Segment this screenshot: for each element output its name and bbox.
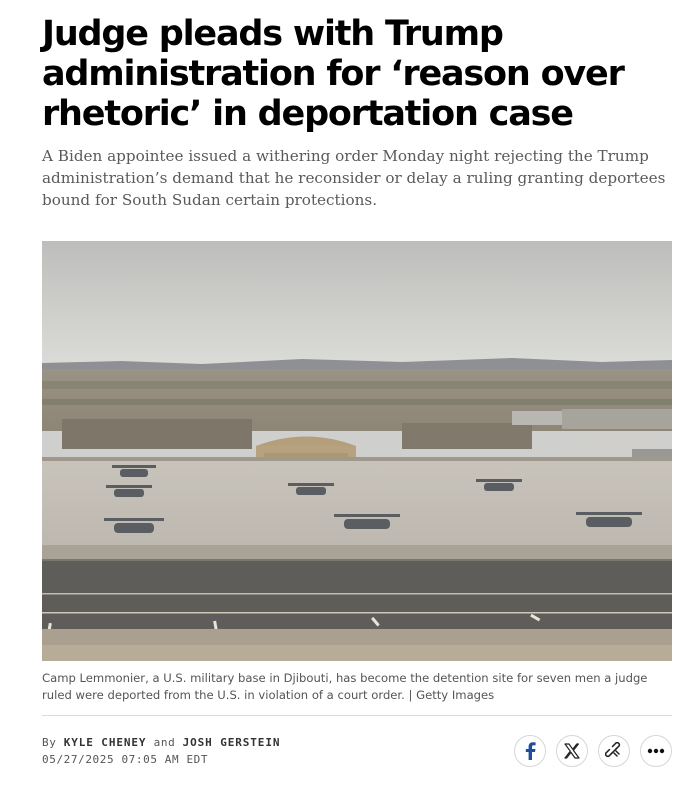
article-dek: A Biden appointee issued a withering order Monday night rejecting the Trump administration’s demand that he reconsider or delay a ruling granting deportees bound for South Sudan certain protections.: [42, 147, 666, 209]
more-share-options-button[interactable]: [640, 735, 672, 767]
facebook-icon: [523, 742, 537, 760]
byline-and: and: [153, 736, 176, 749]
divider: [42, 715, 672, 716]
share-x-button[interactable]: [556, 735, 588, 767]
link-icon: [605, 742, 623, 760]
copy-link-button[interactable]: [598, 735, 630, 767]
article-photo: [42, 241, 672, 661]
author-link-josh-gerstein[interactable]: JOSH GERSTEIN: [182, 736, 281, 749]
byline: [42, 736, 280, 750]
share-facebook-button[interactable]: [514, 735, 546, 767]
byline-prefix: By: [42, 736, 57, 749]
x-icon: [564, 743, 580, 759]
photo-caption: Camp Lemmonier, a U.S. military base in Djibouti, has become the detention site for seven men a judge ruled were deported from the U.S. in violation of a court order. | Getty Images: [42, 671, 648, 702]
publish-date: 05/27/2025 07:05 AM EDT: [42, 753, 209, 766]
author-link-kyle-cheney[interactable]: KYLE CHENEY: [63, 736, 147, 749]
more-dots-icon: [647, 748, 665, 754]
headline: Judge pleads with Trump administration for ‘reason over rhetoric’ in deportation case: [42, 14, 624, 134]
